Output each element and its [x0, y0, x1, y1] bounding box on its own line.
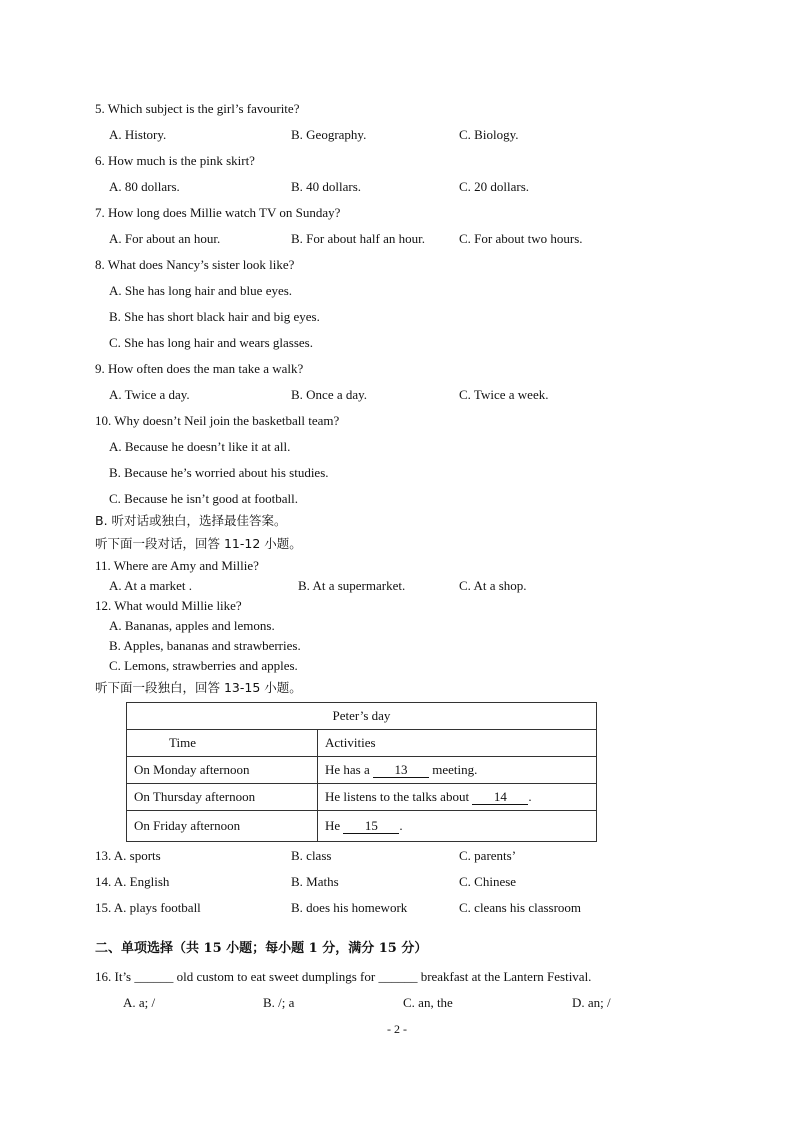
row-time: On Friday afternoon	[127, 811, 318, 842]
section-b-instruction: B. 听对话或独白，选择最佳答案。	[95, 513, 287, 528]
answer-blank: 14	[472, 790, 528, 805]
table-title-row	[127, 703, 597, 730]
activity-text: .	[399, 818, 403, 833]
section-2-heading: 二、单项选择（共 15 小题；每小题 1 分，满分 15 分）	[95, 941, 428, 956]
q6-option-b: B. 40 dollars.	[291, 179, 362, 194]
q10-option-b: B. Because he’s worried about his studies.	[109, 465, 329, 480]
header-activities: Activities	[318, 730, 597, 757]
question-12-stem: 12. What would Millie like?	[95, 598, 242, 613]
q6-option-a: A. 80 dollars.	[109, 179, 180, 194]
q11-option-c: C. At a shop.	[459, 578, 527, 593]
table-row	[127, 811, 597, 842]
q16-option-c: C. an, the	[403, 995, 453, 1010]
q12-option-b: B. Apples, bananas and strawberries.	[109, 638, 301, 653]
row-time: On Monday afternoon	[127, 757, 318, 784]
q5-option-a: A. History.	[109, 127, 167, 142]
q10-option-a: A. Because he doesn’t like it at all.	[109, 439, 291, 454]
q16-option-a: A. a; /	[123, 995, 156, 1010]
answer-blank: 13	[373, 763, 429, 778]
q16-option-d: D. an; /	[572, 995, 611, 1010]
row-time: On Thursday afternoon	[127, 784, 318, 811]
answer-blank: 15	[343, 819, 399, 834]
q11-option-b: B. At a supermarket.	[298, 578, 406, 593]
activity-text: He has a	[325, 762, 370, 777]
question-10-stem: 10. Why doesn’t Neil join the basketball team?	[95, 413, 340, 428]
row-activity	[318, 757, 597, 784]
q13-option-a: 13. A. sports	[95, 848, 161, 863]
activity-text: .	[528, 789, 532, 804]
q14-option-c: C. Chinese	[459, 874, 517, 889]
q12-option-c: C. Lemons, strawberries and apples.	[109, 658, 298, 673]
q5-option-c: C. Biology.	[459, 127, 519, 142]
q14-option-b: B. Maths	[291, 874, 339, 889]
question-11-stem: 11. Where are Amy and Millie?	[95, 558, 259, 573]
activity-text: He	[325, 818, 341, 833]
table-row	[127, 784, 597, 811]
question-9-stem: 9. How often does the man take a walk?	[95, 361, 304, 376]
q15-option-c: C. cleans his classroom	[459, 900, 582, 915]
q16-option-b: B. /; a	[263, 995, 295, 1010]
q15-option-a: 15. A. plays football	[95, 900, 201, 915]
table-header-row	[127, 730, 597, 757]
row-activity	[318, 811, 597, 842]
question-16-stem: 16. It’s ______ old custom to eat sweet dumplings for ______ breakfast at the Lantern Festival.	[95, 969, 592, 984]
q9-option-a: A. Twice a day.	[109, 387, 190, 402]
question-5-stem: 5. Which subject is the girl’s favourite?	[95, 101, 300, 116]
q15-option-b: B. does his homework	[291, 900, 408, 915]
q13-option-b: B. class	[291, 848, 332, 863]
q6-option-c: C. 20 dollars.	[459, 179, 530, 194]
q11-option-a: A. At a market .	[109, 578, 193, 593]
q8-option-a: A. She has long hair and blue eyes.	[109, 283, 293, 298]
table-row	[127, 757, 597, 784]
activity-text: meeting.	[432, 762, 478, 777]
question-8-stem: 8. What does Nancy’s sister look like?	[95, 257, 295, 272]
intro-13-15: 听下面一段独白，回答 13-15 小题。	[95, 680, 302, 695]
q10-option-c: C. Because he isn’t good at football.	[109, 491, 298, 506]
q8-option-b: B. She has short black hair and big eyes.	[109, 309, 320, 324]
q14-option-a: 14. A. English	[95, 874, 170, 889]
q12-option-a: A. Bananas, apples and lemons.	[109, 618, 275, 633]
q7-option-a: A. For about an hour.	[109, 231, 221, 246]
q7-option-b: B. For about half an hour.	[291, 231, 425, 246]
q9-option-b: B. Once a day.	[291, 387, 368, 402]
page-number: - 2 -	[387, 1022, 407, 1036]
q9-option-c: C. Twice a week.	[459, 387, 549, 402]
table-title: Peter’s day	[127, 703, 597, 730]
q7-option-c: C. For about two hours.	[459, 231, 583, 246]
activity-text: He listens to the talks about	[325, 789, 470, 804]
question-7-stem: 7. How long does Millie watch TV on Sunday?	[95, 205, 341, 220]
header-time: Time	[127, 730, 318, 757]
q5-option-b: B. Geography.	[291, 127, 367, 142]
row-activity	[318, 784, 597, 811]
intro-11-12: 听下面一段对话，回答 11-12 小题。	[95, 536, 302, 551]
question-6-stem: 6. How much is the pink skirt?	[95, 153, 255, 168]
q8-option-c: C. She has long hair and wears glasses.	[109, 335, 313, 350]
peters-day-table	[126, 702, 597, 842]
q13-option-c: C. parents’	[459, 848, 517, 863]
